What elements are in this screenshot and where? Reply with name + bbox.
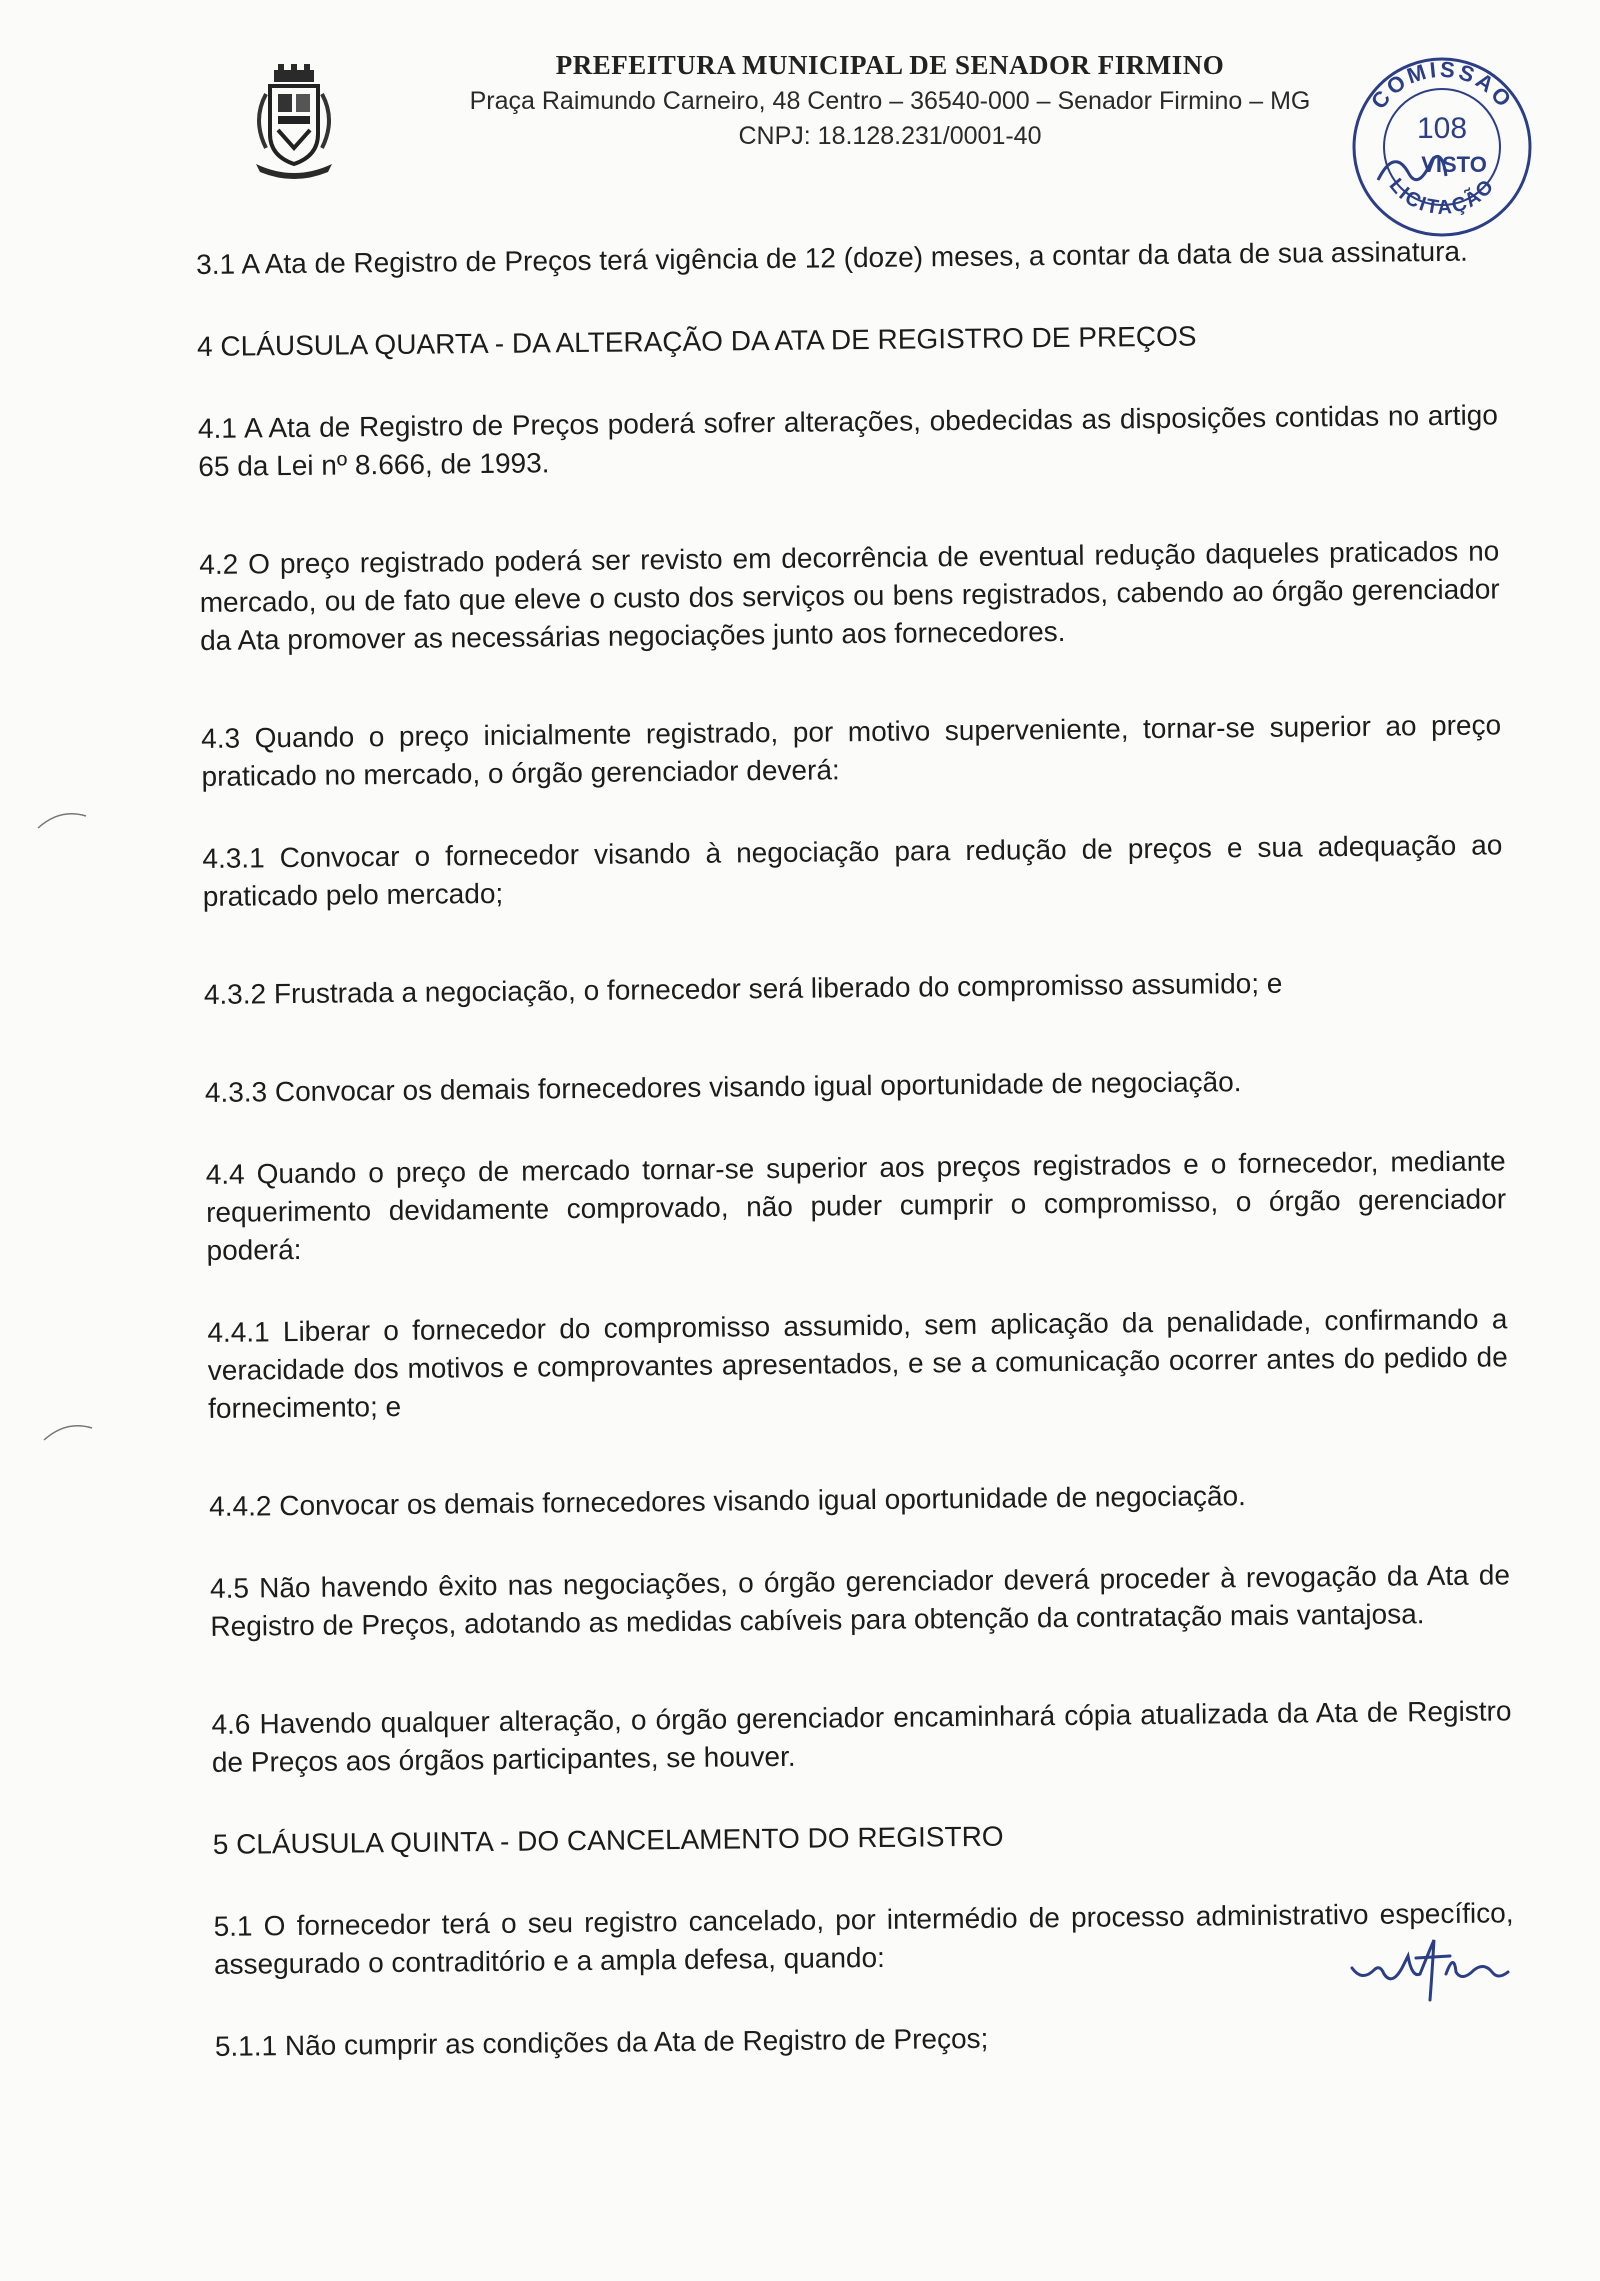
organization-address: Praça Raimundo Carneiro, 48 Centro – 36540-000 – Senador Firmino – MG — [469, 87, 1311, 115]
svg-text:COMISSÃO — [1366, 57, 1518, 114]
margin-mark-icon — [34, 808, 94, 832]
signature-icon — [1346, 1934, 1516, 2004]
organization-cnpj: CNPJ: 18.128.231/0001-40 — [738, 122, 1042, 150]
clause-4-4-2: 4.4.2 Convocar os demais fornecedores visando igual oportunidade de negociação. — [209, 1480, 1246, 1522]
margin-mark-icon — [40, 1420, 100, 1444]
stamp-middle-text: VISTO — [1421, 152, 1487, 177]
clause-4-4: 4.4 Quando o preço de mercado tornar-se superior aos preços registrados e o fornecedor, mediante requerimento devidamente comprovado, não puder cumprir o compromisso, o órgão gerenciador poderá: — [205, 1145, 1507, 1266]
commission-stamp — [1342, 52, 1542, 242]
clause-3-1: 3.1 A Ata de Registro de Preços terá vigência de 12 (doze) meses, a contar da data de sua assinatura. — [196, 235, 1468, 280]
clause-4-3-1: 4.3.1 Convocar o fornecedor visando à negociação para redução de preços e sua adequação ao praticado pelo mercado; — [202, 829, 1503, 912]
clause-4-3-3: 4.3.3 Convocar os demais fornecedores visando igual oportunidade de negociação. — [204, 1066, 1242, 1108]
clause-4-3: 4.3 Quando o preço inicialmente registrado, por motivo superveniente, tornar-se superior ao preço praticado no mercado, o órgão gerenciador deverá: — [200, 709, 1502, 792]
clause-5-1-1: 5.1.1 Não cumprir as condições da Ata de Registro de Preços; — [214, 2022, 989, 2062]
clause-4-4-1: 4.4.1 Liberar o fornecedor do compromisso assumido, sem aplicação da penalidade, confirmando a veracidade dos motivos e comprovantes apresentados, e se a comunicação ocorrer antes do pedido de fornecimento; e — [207, 1303, 1508, 1424]
section-heading-clause-4: 4 CLÁUSULA QUARTA - DA ALTERAÇÃO DA ATA DE REGISTRO DE PREÇOS — [196, 320, 1197, 362]
stamp-top-text: COMISSÃO — [1365, 56, 1519, 114]
municipal-crest-icon — [248, 64, 340, 180]
organization-name: PREFEITURA MUNICIPAL DE SENADOR FIRMINO — [555, 50, 1225, 80]
clause-4-2: 4.2 O preço registrado poderá ser revisto em decorrência de eventual redução daqueles praticados no mercado, ou de fato que eleve o custo dos serviços ou bens registrados, cabendo ao órgão gerenciador da Ata promover as necessárias negociações junto aos fornecedores. — [199, 535, 1500, 656]
clause-4-3-2: 4.3.2 Frustrada a negociação, o fornecedor será liberado do compromisso assumido; e — [203, 967, 1283, 1010]
clause-4-1: 4.1 A Ata de Registro de Preços poderá sofrer alterações, obedecidas as disposições contidas no artigo 65 da Lei nº 8.666, de 1993. — [197, 399, 1499, 482]
svg-text:LICITAÇÃO — [1385, 174, 1500, 219]
stamp-number: 108 — [1416, 112, 1468, 145]
letterhead — [420, 50, 1360, 151]
clause-5-1: 5.1 O fornecedor terá o seu registro cancelado, por intermédio de processo administrativo específico, assegurado o contraditório e a ampla defesa, quando: — [213, 1897, 1514, 1980]
stamp-bottom-text: LICITAÇÃO — [1384, 174, 1500, 220]
section-heading-clause-5: 5 CLÁUSULA QUINTA - DO CANCELAMENTO DO REGISTRO — [212, 1820, 1004, 1860]
clause-4-6: 4.6 Havendo qualquer alteração, o órgão gerenciador encaminhará cópia atualizada da Ata de Registro de Preços aos órgãos participantes, se houver. — [211, 1695, 1512, 1778]
document-body — [196, 232, 1515, 2066]
clause-4-5: 4.5 Não havendo êxito nas negociações, o órgão gerenciador deverá proceder à revogação da Ata de Registro de Preços, adotando as medidas cabíveis para obtenção da contratação mais vantajosa. — [209, 1559, 1511, 1642]
